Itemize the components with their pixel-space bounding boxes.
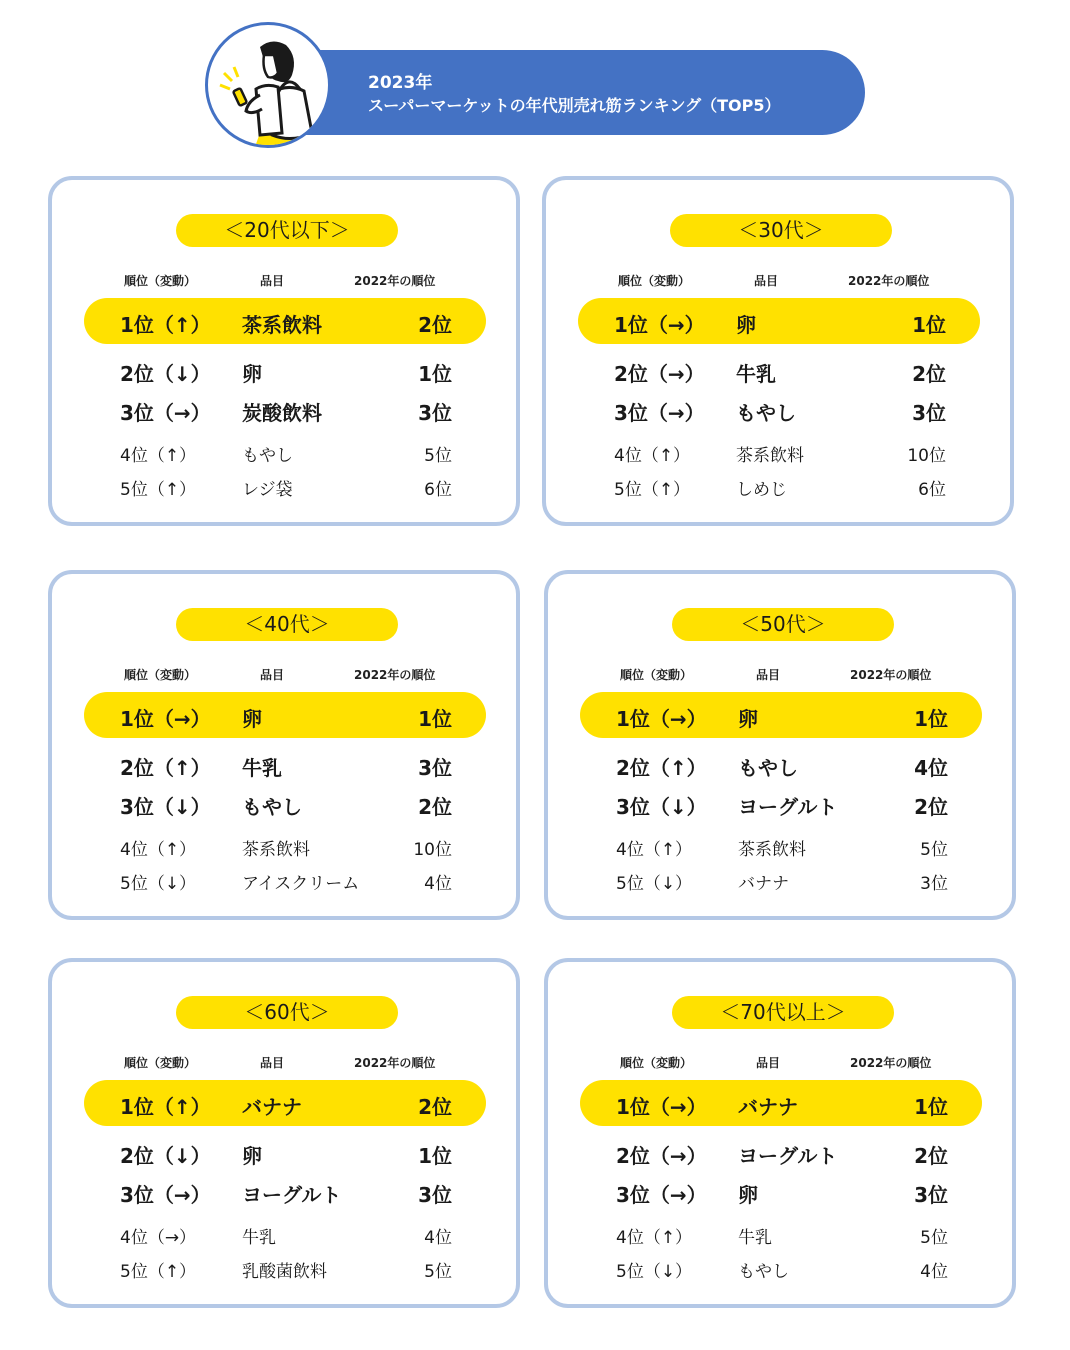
rank-cell: 5位（↑） — [120, 480, 197, 500]
rank-cell: 5位（↓） — [120, 874, 197, 894]
item-cell: 卵 — [242, 707, 262, 731]
column-header-prev-rank: 2022年の順位 — [850, 668, 932, 682]
item-cell: 牛乳 — [242, 1228, 276, 1248]
prev-rank-cell: 1位 — [418, 707, 452, 731]
ranking-card — [544, 570, 1016, 920]
prev-rank-cell: 1位 — [914, 707, 948, 731]
item-cell: 茶系飲料 — [736, 446, 804, 466]
rank-cell: 5位（↑） — [120, 1262, 197, 1282]
ranking-card — [48, 176, 520, 526]
rank-cell: 3位（→） — [616, 1183, 707, 1207]
ranking-card — [542, 176, 1014, 526]
prev-rank-cell: 4位 — [914, 756, 948, 780]
item-cell: 茶系飲料 — [242, 313, 322, 337]
prev-rank-cell: 10位 — [413, 840, 452, 860]
item-cell: ヨーグルト — [738, 795, 838, 819]
item-cell: バナナ — [738, 1095, 798, 1119]
item-cell: アイスクリーム — [242, 874, 360, 894]
rank-cell: 2位（↓） — [120, 1144, 211, 1168]
item-cell: 炭酸飲料 — [242, 401, 322, 425]
item-cell: ヨーグルト — [738, 1144, 838, 1168]
item-cell: 卵 — [242, 1144, 262, 1168]
item-cell: 牛乳 — [738, 1228, 772, 1248]
column-header-item: 品目 — [260, 668, 285, 682]
prev-rank-cell: 1位 — [418, 1144, 452, 1168]
age-group-label: ＜70代以上＞ — [672, 996, 894, 1029]
column-header-item: 品目 — [260, 1056, 285, 1070]
rank-cell: 4位（↑） — [120, 840, 197, 860]
prev-rank-cell: 2位 — [912, 362, 946, 386]
column-header-item: 品目 — [756, 1056, 781, 1070]
item-cell: 茶系飲料 — [738, 840, 806, 860]
prev-rank-cell: 2位 — [418, 1095, 452, 1119]
item-cell: 牛乳 — [736, 362, 776, 386]
rank-cell: 1位（↑） — [120, 1095, 211, 1119]
prev-rank-cell: 6位 — [918, 480, 946, 500]
column-header-prev-rank: 2022年の順位 — [354, 1056, 436, 1070]
prev-rank-cell: 3位 — [920, 874, 948, 894]
age-group-label: ＜50代＞ — [672, 608, 894, 641]
rank-cell: 1位（↑） — [120, 313, 211, 337]
column-header-rank: 順位（変動） — [124, 668, 197, 682]
rank-cell: 1位（→） — [120, 707, 211, 731]
rank-cell: 3位（→） — [120, 1183, 211, 1207]
item-cell: バナナ — [738, 874, 789, 894]
prev-rank-cell: 1位 — [912, 313, 946, 337]
column-header-rank: 順位（変動） — [620, 1056, 693, 1070]
item-cell: レジ袋 — [242, 480, 293, 500]
item-cell: 茶系飲料 — [242, 840, 310, 860]
prev-rank-cell: 6位 — [424, 480, 452, 500]
prev-rank-cell: 1位 — [418, 362, 452, 386]
rank-cell: 5位（↓） — [616, 874, 693, 894]
rank-cell: 3位（→） — [614, 401, 705, 425]
prev-rank-cell: 1位 — [914, 1095, 948, 1119]
prev-rank-cell: 5位 — [424, 1262, 452, 1282]
age-group-label: ＜60代＞ — [176, 996, 398, 1029]
rank-cell: 2位（→） — [616, 1144, 707, 1168]
column-header-prev-rank: 2022年の順位 — [848, 274, 930, 288]
item-cell: 卵 — [738, 1183, 758, 1207]
ranking-card — [544, 958, 1016, 1308]
age-group-label: ＜20代以下＞ — [176, 214, 398, 247]
column-header-item: 品目 — [756, 668, 781, 682]
prev-rank-cell: 3位 — [418, 756, 452, 780]
age-group-label: ＜30代＞ — [670, 214, 892, 247]
column-header-item: 品目 — [260, 274, 285, 288]
prev-rank-cell: 4位 — [424, 1228, 452, 1248]
column-header-prev-rank: 2022年の順位 — [850, 1056, 932, 1070]
item-cell: 乳酸菌飲料 — [242, 1262, 327, 1282]
prev-rank-cell: 2位 — [914, 1144, 948, 1168]
prev-rank-cell: 4位 — [920, 1262, 948, 1282]
rank-cell: 4位（↑） — [616, 1228, 693, 1248]
rank-cell: 1位（→） — [614, 313, 705, 337]
column-header-rank: 順位（変動） — [124, 1056, 197, 1070]
prev-rank-cell: 5位 — [424, 446, 452, 466]
item-cell: 卵 — [738, 707, 758, 731]
item-cell: 卵 — [242, 362, 262, 386]
prev-rank-cell: 3位 — [418, 1183, 452, 1207]
ranking-card — [48, 958, 520, 1308]
prev-rank-cell: 3位 — [914, 1183, 948, 1207]
item-cell: 牛乳 — [242, 756, 282, 780]
prev-rank-cell: 2位 — [914, 795, 948, 819]
column-header-prev-rank: 2022年の順位 — [354, 274, 436, 288]
rank-cell: 2位（↑） — [120, 756, 211, 780]
prev-rank-cell: 5位 — [920, 840, 948, 860]
header-year: 2023年 — [368, 73, 433, 93]
item-cell: バナナ — [242, 1095, 302, 1119]
item-cell: ヨーグルト — [242, 1183, 342, 1207]
rank-cell: 2位（→） — [614, 362, 705, 386]
rank-cell: 4位（↑） — [616, 840, 693, 860]
prev-rank-cell: 3位 — [418, 401, 452, 425]
column-header-item: 品目 — [754, 274, 779, 288]
rank-cell: 3位（↓） — [616, 795, 707, 819]
item-cell: しめじ — [736, 480, 787, 500]
rank-cell: 2位（↑） — [616, 756, 707, 780]
prev-rank-cell: 10位 — [907, 446, 946, 466]
column-header-rank: 順位（変動） — [124, 274, 197, 288]
prev-rank-cell: 3位 — [912, 401, 946, 425]
rank-cell: 1位（→） — [616, 707, 707, 731]
item-cell: もやし — [738, 756, 798, 780]
item-cell: もやし — [738, 1262, 789, 1282]
rank-cell: 3位（→） — [120, 401, 211, 425]
rank-cell: 4位（↑） — [614, 446, 691, 466]
rank-cell: 1位（→） — [616, 1095, 707, 1119]
prev-rank-cell: 5位 — [920, 1228, 948, 1248]
rank-cell: 2位（↓） — [120, 362, 211, 386]
rank-cell: 4位（→） — [120, 1228, 197, 1248]
rank-cell: 5位（↓） — [616, 1262, 693, 1282]
prev-rank-cell: 2位 — [418, 795, 452, 819]
rank-cell: 3位（↓） — [120, 795, 211, 819]
header-title: スーパーマーケットの年代別売れ筋ランキング（TOP5） — [368, 96, 781, 115]
item-cell: 卵 — [736, 313, 756, 337]
column-header-rank: 順位（変動） — [620, 668, 693, 682]
rank-cell: 4位（↑） — [120, 446, 197, 466]
column-header-rank: 順位（変動） — [618, 274, 691, 288]
item-cell: もやし — [736, 401, 796, 425]
prev-rank-cell: 4位 — [424, 874, 452, 894]
age-group-label: ＜40代＞ — [176, 608, 398, 641]
rank-cell: 5位（↑） — [614, 480, 691, 500]
woman-with-phone-and-bag-illustration — [205, 22, 331, 148]
column-header-prev-rank: 2022年の順位 — [354, 668, 436, 682]
ranking-card — [48, 570, 520, 920]
prev-rank-cell: 2位 — [418, 313, 452, 337]
item-cell: もやし — [242, 795, 302, 819]
item-cell: もやし — [242, 446, 293, 466]
